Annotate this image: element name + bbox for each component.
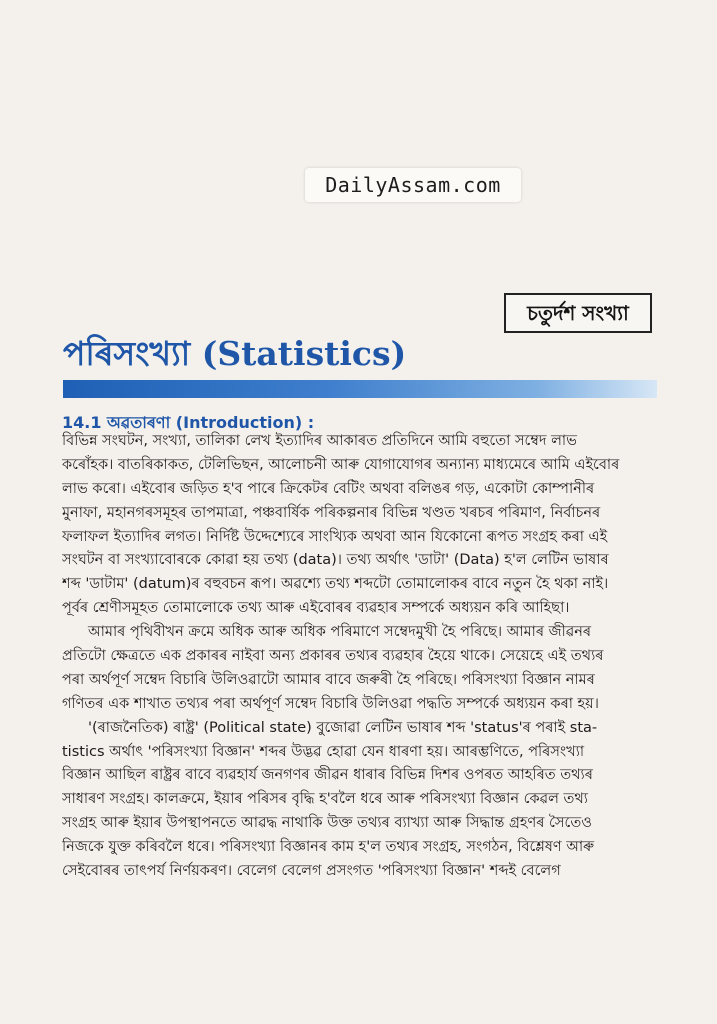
watermark-text: DailyAssam.com: [325, 173, 501, 197]
text-line: পূৰ্বৰ শ্ৰেণীসমূহত তোমালোকে তথ্য আৰু এইবোৰৰ ব্যৱহাৰ সম্পৰ্কে অধ্যয়ন কৰি আহিছা।: [62, 600, 570, 617]
text-line: '(ৰাজনৈতিক) ৰাষ্ট্ৰ' (Political state) বুজোৱা লেটিন ভাষাৰ শব্দ 'status'ৰ পৰাই sta-: [88, 719, 598, 736]
text-line: বিজ্ঞান আছিল ৰাষ্ট্ৰৰ বাবে ব্যৱহাৰ্য জনগণৰ জীৱন ধাৰাৰ বিভিন্ন দিশৰ ওপৰত আহৰিত তথ্যৰ: [62, 767, 593, 784]
body-text: [62, 430, 658, 884]
text-line: মুনাফা, মহানগৰসমূহৰ তাপমাত্ৰা, পঞ্চবাৰ্ষিক পৰিকল্পনাৰ বিভিন্ন খণ্ডত খৰচৰ পৰিমাণ, নিৰ্বাচনৰ: [62, 504, 601, 521]
text-line: শব্দ 'ডাটাম' (datum)ৰ বহুবচন ৰূপ। অৱশ্যে তথ্য শব্দটো তোমালোকৰ বাবে নতুন হৈ থকা নাই।: [62, 576, 609, 593]
chapter-title: পৰিসংখ্যা (Statistics): [63, 334, 407, 373]
text-line: আমাৰ পৃথিবীখন ক্ৰমে অধিক আৰু অধিক পৰিমাণে সম্বেদমুখী হৈ পৰিছে। আমাৰ জীৱনৰ: [88, 624, 592, 641]
text-line: ফলাফল ইত্যাদিৰ লগত। নিৰ্দিষ্ট উদ্দেশ্যেৰে সাংখ্যিক অথবা আন যিকোনো ৰূপত সংগ্ৰহ কৰা এই: [62, 528, 608, 545]
text-line: সেইবোৰৰ তাৎপৰ্য নিৰ্ণয়কৰণ। বেলেগ বেলেগ প্ৰসংগত 'পৰিসংখ্যা বিজ্ঞান' শব্দই বেলেগ: [62, 863, 561, 880]
text-line: বিভিন্ন সংঘটন, সংখ্যা, তালিকা লেখ ইত্যাদিৰ আকাৰত প্ৰতিদিনে আমি বহুতো সম্বেদ লাভ: [62, 433, 577, 449]
text-line: tistics অৰ্থাৎ 'পৰিসংখ্যা বিজ্ঞান' শব্দৰ উদ্ভৱ হোৱা যেন ধাৰণা হয়। আৰম্ভণিতে, পৰিসংখ্যা: [62, 743, 585, 760]
text-line: কৰোঁহক। বাতৰিকাকত, টেলিভিছন, আলোচনী আৰু যোগাযোগৰ অন্যান্য মাধ্যমেৰে আমি এইবোৰ: [62, 456, 620, 473]
text-line: নিজকে যুক্ত কৰিবলৈ ধৰে। পৰিসংখ্যা বিজ্ঞানৰ কাম হ'ল তথ্যৰ সংগ্ৰহ, সংগঠন, বিশ্লেষণ আৰু: [62, 839, 595, 856]
text-line: লাভ কৰো। এইবোৰ জড়িত হ'ব পাৰে ক্ৰিকেটৰ বেটিং অথবা বলিঙৰ গড়, একোটা কোম্পানীৰ: [62, 480, 595, 497]
text-line: সাধাৰণ সংগ্ৰহ। কালক্ৰমে, ইয়াৰ পৰিসৰ বৃদ্ধি হ'বলৈ ধৰে আৰু পৰিসংখ্যা বিজ্ঞান কেৱল তথ্য: [62, 791, 588, 808]
text-line: গণিতৰ এক শাখাত তথ্যৰ পৰা অৰ্থপূৰ্ণ সম্বেদ বিচাৰি উলিওৱা পদ্ধতি সম্পৰ্কে অধ্যয়ন কৰা হয়।: [62, 695, 599, 712]
text-line: প্ৰতিটো ক্ষেত্ৰতে এক প্ৰকাৰৰ নাইবা অন্য প্ৰকাৰৰ তথ্যৰ ব্যৱহাৰ হৈয়ে থাকে। সেয়েহে এই তথ্যৰ: [62, 648, 604, 665]
title-underline-bar: [63, 380, 657, 398]
text-line: সংগ্ৰহ আৰু ইয়াৰ উপস্থাপনতে আৱদ্ধ নাথাকি উক্ত তথ্যৰ ব্যাখ্যা আৰু সিদ্ধান্ত গ্ৰহণৰ সৈতেও: [62, 815, 592, 832]
chapter-number-box: চতুৰ্দশ সংখ্যা: [504, 293, 652, 333]
watermark-label: [305, 168, 521, 202]
text-line: সংঘটন বা সংখ্যাবোৰকে কোৱা হয় তথ্য (data)। তথ্য অৰ্থাৎ 'ডাটা' (Data) হ'ল লেটিন ভাষাৰ: [62, 552, 609, 569]
section-heading: 14.1 অৱতাৰণা (Introduction) :: [62, 413, 315, 432]
text-line: পৰা অৰ্থপূৰ্ণ সম্বেদ বিচাৰি উলিওৱাটো আমাৰ বাবে জৰুৰী হৈ পৰিছে। পৰিসংখ্যা বিজ্ঞান নামৰ: [62, 671, 595, 688]
